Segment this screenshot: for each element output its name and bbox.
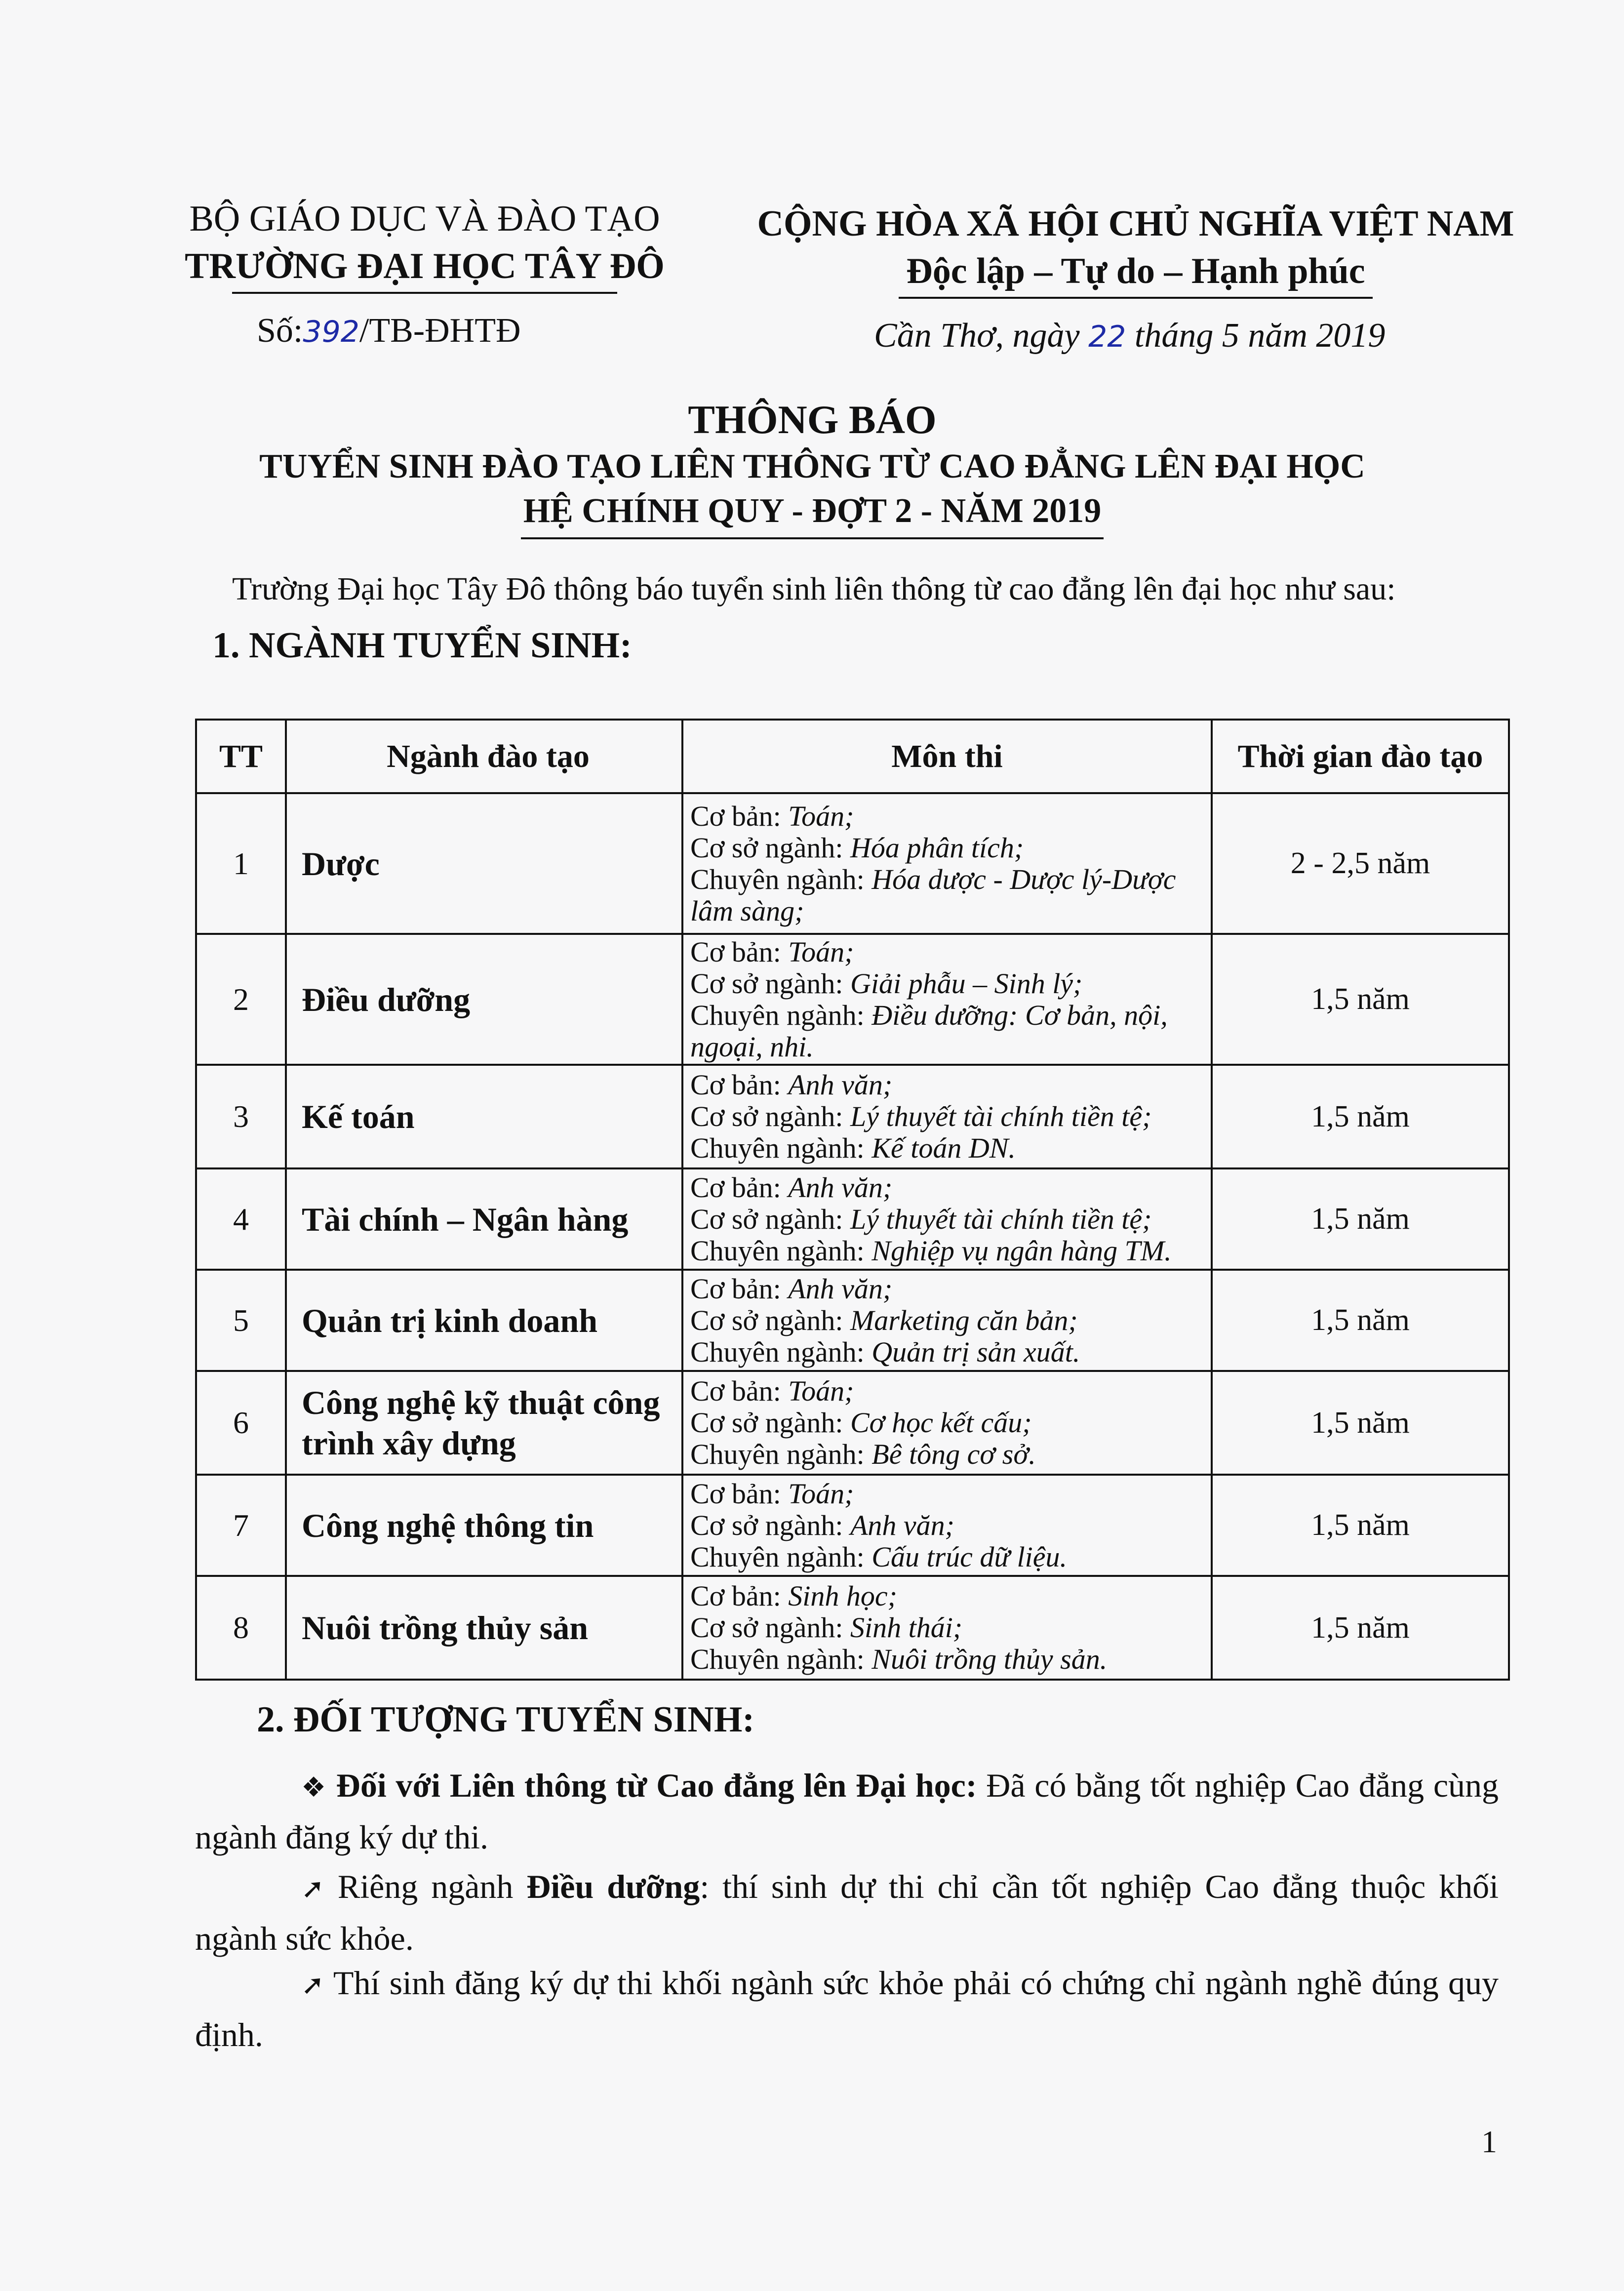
so-suffix: /TB-ĐHTĐ	[359, 312, 521, 350]
row-mon-thi	[682, 1065, 1212, 1168]
title-line2: TUYỂN SINH ĐÀO TẠO LIÊN THÔNG TỪ CAO ĐẲNG LÊN ĐẠI HỌC	[259, 447, 1365, 485]
co-ban-label: Cơ bản:	[690, 1477, 781, 1510]
title-line3: HỆ CHÍNH QUY - ĐỢT 2 - NĂM 2019	[523, 492, 1102, 530]
arrow-bullet-icon: ➚	[301, 1873, 324, 1905]
school-underline	[232, 292, 617, 294]
row-mon-thi	[682, 1576, 1212, 1680]
row-tt: 6	[196, 1371, 286, 1475]
chuyen-nganh-value: Kế toán DN.	[871, 1132, 1016, 1164]
row-nganh: Kế toán	[286, 1065, 682, 1168]
co-so-value: Sinh thái;	[850, 1611, 963, 1644]
co-so-label: Cơ sở ngành:	[690, 967, 843, 1000]
row-tt: 2	[196, 934, 286, 1065]
co-so-value: Lý thuyết tài chính tiền tệ;	[850, 1203, 1152, 1235]
chuyen-nganh-label: Chuyên ngành:	[690, 863, 865, 895]
co-so-value: Lý thuyết tài chính tiền tệ;	[850, 1100, 1152, 1132]
row-nganh: Dược	[286, 793, 682, 934]
co-so-label: Cơ sở ngành:	[690, 1304, 843, 1336]
co-ban-value: Toán;	[788, 1375, 854, 1407]
co-so-label: Cơ sở ngành:	[690, 1509, 843, 1541]
chuyen-nganh-label: Chuyên ngành:	[690, 1335, 865, 1368]
row-thoi-gian: 1,5 năm	[1212, 1270, 1509, 1371]
co-ban-label: Cơ bản:	[690, 1171, 781, 1204]
issuer-block	[163, 195, 686, 294]
chuyen-nganh-label: Chuyên ngành:	[690, 1643, 865, 1675]
eligibility-paragraph-1	[195, 1761, 1499, 1862]
national-motto: Độc lập – Tự do – Hạnh phúc	[906, 251, 1365, 291]
co-ban-value: Anh văn;	[788, 1069, 893, 1101]
arrow-bullet-icon: ➚	[301, 1969, 324, 2001]
issue-date	[874, 316, 1385, 356]
p1-bold: Đối với Liên thông từ Cao đẳng lên Đại học:	[336, 1767, 977, 1804]
document-title	[163, 395, 1462, 539]
row-mon-thi	[682, 793, 1212, 934]
national-header	[755, 200, 1516, 299]
row-mon-thi	[682, 1371, 1212, 1475]
row-thoi-gian: 1,5 năm	[1212, 1576, 1509, 1680]
ministry-name: BỘ GIÁO DỤC VÀ ĐÀO TẠO	[189, 199, 660, 239]
row-thoi-gian: 1,5 năm	[1212, 934, 1509, 1065]
chuyen-nganh-label: Chuyên ngành:	[690, 1234, 865, 1267]
row-thoi-gian: 1,5 năm	[1212, 1475, 1509, 1576]
co-so-value: Marketing căn bản;	[850, 1304, 1078, 1336]
co-so-label: Cơ sở ngành:	[690, 1407, 843, 1439]
chuyen-nganh-label: Chuyên ngành:	[690, 1132, 865, 1164]
chuyen-nganh-label: Chuyên ngành:	[690, 1438, 865, 1470]
chuyen-nganh-value: Cấu trúc dữ liệu.	[871, 1540, 1068, 1573]
diamond-bullet-icon: ❖	[301, 1771, 327, 1804]
row-nganh: Nuôi trồng thủy sản	[286, 1576, 682, 1680]
document-number	[257, 311, 521, 351]
row-thoi-gian: 1,5 năm	[1212, 1065, 1509, 1168]
so-label: Số:	[257, 312, 303, 350]
co-ban-label: Cơ bản:	[690, 1069, 781, 1101]
row-nganh: Tài chính – Ngân hàng	[286, 1168, 682, 1270]
co-ban-label: Cơ bản:	[690, 935, 781, 968]
chuyen-nganh-value: Nuôi trồng thủy sản.	[871, 1643, 1108, 1675]
table-row	[196, 1168, 1509, 1270]
row-mon-thi	[682, 1475, 1212, 1576]
table-row	[196, 934, 1509, 1065]
section-1-heading: 1. NGÀNH TUYỂN SINH:	[212, 625, 632, 666]
co-ban-value: Anh văn;	[788, 1171, 893, 1204]
row-mon-thi	[682, 1168, 1212, 1270]
row-mon-thi	[682, 934, 1212, 1065]
table-row	[196, 1065, 1509, 1168]
table-row	[196, 793, 1509, 934]
row-mon-thi	[682, 1270, 1212, 1371]
header-nganh: Ngành đào tạo	[286, 720, 682, 793]
row-thoi-gian: 1,5 năm	[1212, 1371, 1509, 1475]
co-so-value: Hóa phân tích;	[850, 831, 1024, 864]
row-tt: 3	[196, 1065, 286, 1168]
header-mon-thi: Môn thi	[682, 720, 1212, 793]
co-ban-value: Toán;	[788, 935, 854, 968]
school-name: TRƯỜNG ĐẠI HỌC TÂY ĐÔ	[185, 246, 665, 286]
co-so-label: Cơ sở ngành:	[690, 1611, 843, 1644]
section-2-heading: 2. ĐỐI TƯỢNG TUYỂN SINH:	[257, 1699, 755, 1740]
co-ban-value: Toán;	[788, 800, 854, 832]
row-nganh: Công nghệ thông tin	[286, 1475, 682, 1576]
co-so-value: Giải phẫu – Sinh lý;	[850, 967, 1083, 1000]
chuyen-nganh-value: Quản trị sản xuất.	[871, 1335, 1080, 1368]
majors-table	[195, 719, 1510, 1681]
row-nganh: Công nghệ kỹ thuật công trình xây dựng	[286, 1371, 682, 1475]
p2-pre: Riêng ngành	[324, 1868, 527, 1905]
table-row	[196, 1475, 1509, 1576]
table-row	[196, 1270, 1509, 1371]
co-ban-value: Toán;	[788, 1477, 854, 1510]
co-so-label: Cơ sở ngành:	[690, 1203, 843, 1235]
co-ban-value: Anh văn;	[788, 1272, 893, 1305]
row-nganh: Điều dưỡng	[286, 934, 682, 1065]
header-tt: TT	[196, 720, 286, 793]
co-ban-label: Cơ bản:	[690, 1580, 781, 1612]
date-prefix: Cần Thơ, ngày	[874, 317, 1080, 355]
p2-bold: Điều dưỡng	[526, 1868, 700, 1905]
chuyen-nganh-value: Nghiệp vụ ngân hàng TM.	[871, 1234, 1172, 1267]
page-number: 1	[1481, 2124, 1497, 2159]
chuyen-nganh-label: Chuyên ngành:	[690, 999, 865, 1031]
title-underline	[521, 537, 1104, 539]
row-tt: 1	[196, 793, 286, 934]
chuyen-nganh-value: Hóa dược - Dược lý-Dược lâm sàng;	[690, 863, 1176, 927]
row-tt: 7	[196, 1475, 286, 1576]
row-thoi-gian: 2 - 2,5 năm	[1212, 793, 1509, 934]
eligibility-paragraph-3	[195, 1958, 1499, 2059]
row-tt: 5	[196, 1270, 286, 1371]
table-row	[196, 1371, 1509, 1475]
co-so-label: Cơ sở ngành:	[690, 831, 843, 864]
chuyen-nganh-label: Chuyên ngành:	[690, 1540, 865, 1573]
motto-underline	[899, 297, 1373, 299]
co-so-label: Cơ sở ngành:	[690, 1100, 843, 1132]
country-name: CỘNG HÒA XÃ HỘI CHỦ NGHĨA VIỆT NAM	[757, 203, 1514, 244]
co-ban-label: Cơ bản:	[690, 1375, 781, 1407]
chuyen-nganh-value: Bê tông cơ sở.	[871, 1438, 1036, 1470]
date-day: 22	[1088, 320, 1126, 354]
p3-text: Thí sinh đăng ký dự thi khối ngành sức khỏe phải có chứng chỉ ngành nghề đúng quy định.	[195, 1964, 1499, 2053]
row-thoi-gian: 1,5 năm	[1212, 1168, 1509, 1270]
co-ban-label: Cơ bản:	[690, 800, 781, 832]
co-so-value: Cơ học kết cấu;	[850, 1407, 1032, 1439]
co-ban-label: Cơ bản:	[690, 1272, 781, 1305]
chuyen-nganh-value: Điều dưỡng: Cơ bản, nội, ngoại, nhi.	[690, 999, 1168, 1063]
co-ban-value: Sinh học;	[788, 1580, 897, 1612]
so-number: 392	[303, 315, 359, 349]
header-thoi-gian: Thời gian đào tạo	[1212, 720, 1509, 793]
eligibility-paragraph-2	[195, 1862, 1499, 1963]
row-nganh: Quản trị kinh doanh	[286, 1270, 682, 1371]
table-row	[196, 1576, 1509, 1680]
p1-text: Đã có bằng tốt nghiệp Cao đẳng cùng ngành đăng ký dự thi.	[195, 1767, 1499, 1856]
table-header-row	[196, 720, 1509, 793]
title-line1: THÔNG BÁO	[688, 397, 937, 442]
date-suffix: tháng 5 năm 2019	[1134, 317, 1386, 355]
co-so-value: Anh văn;	[850, 1509, 954, 1541]
p2-text: : thí sinh dự thi chỉ cần tốt nghiệp Cao đẳng thuộc khối ngành sức khỏe.	[195, 1868, 1499, 1957]
row-tt: 4	[196, 1168, 286, 1270]
row-tt: 8	[196, 1576, 286, 1680]
intro-text: Trường Đại học Tây Đô thông báo tuyển sinh liên thông từ cao đẳng lên đại học như sau:	[232, 571, 1396, 607]
